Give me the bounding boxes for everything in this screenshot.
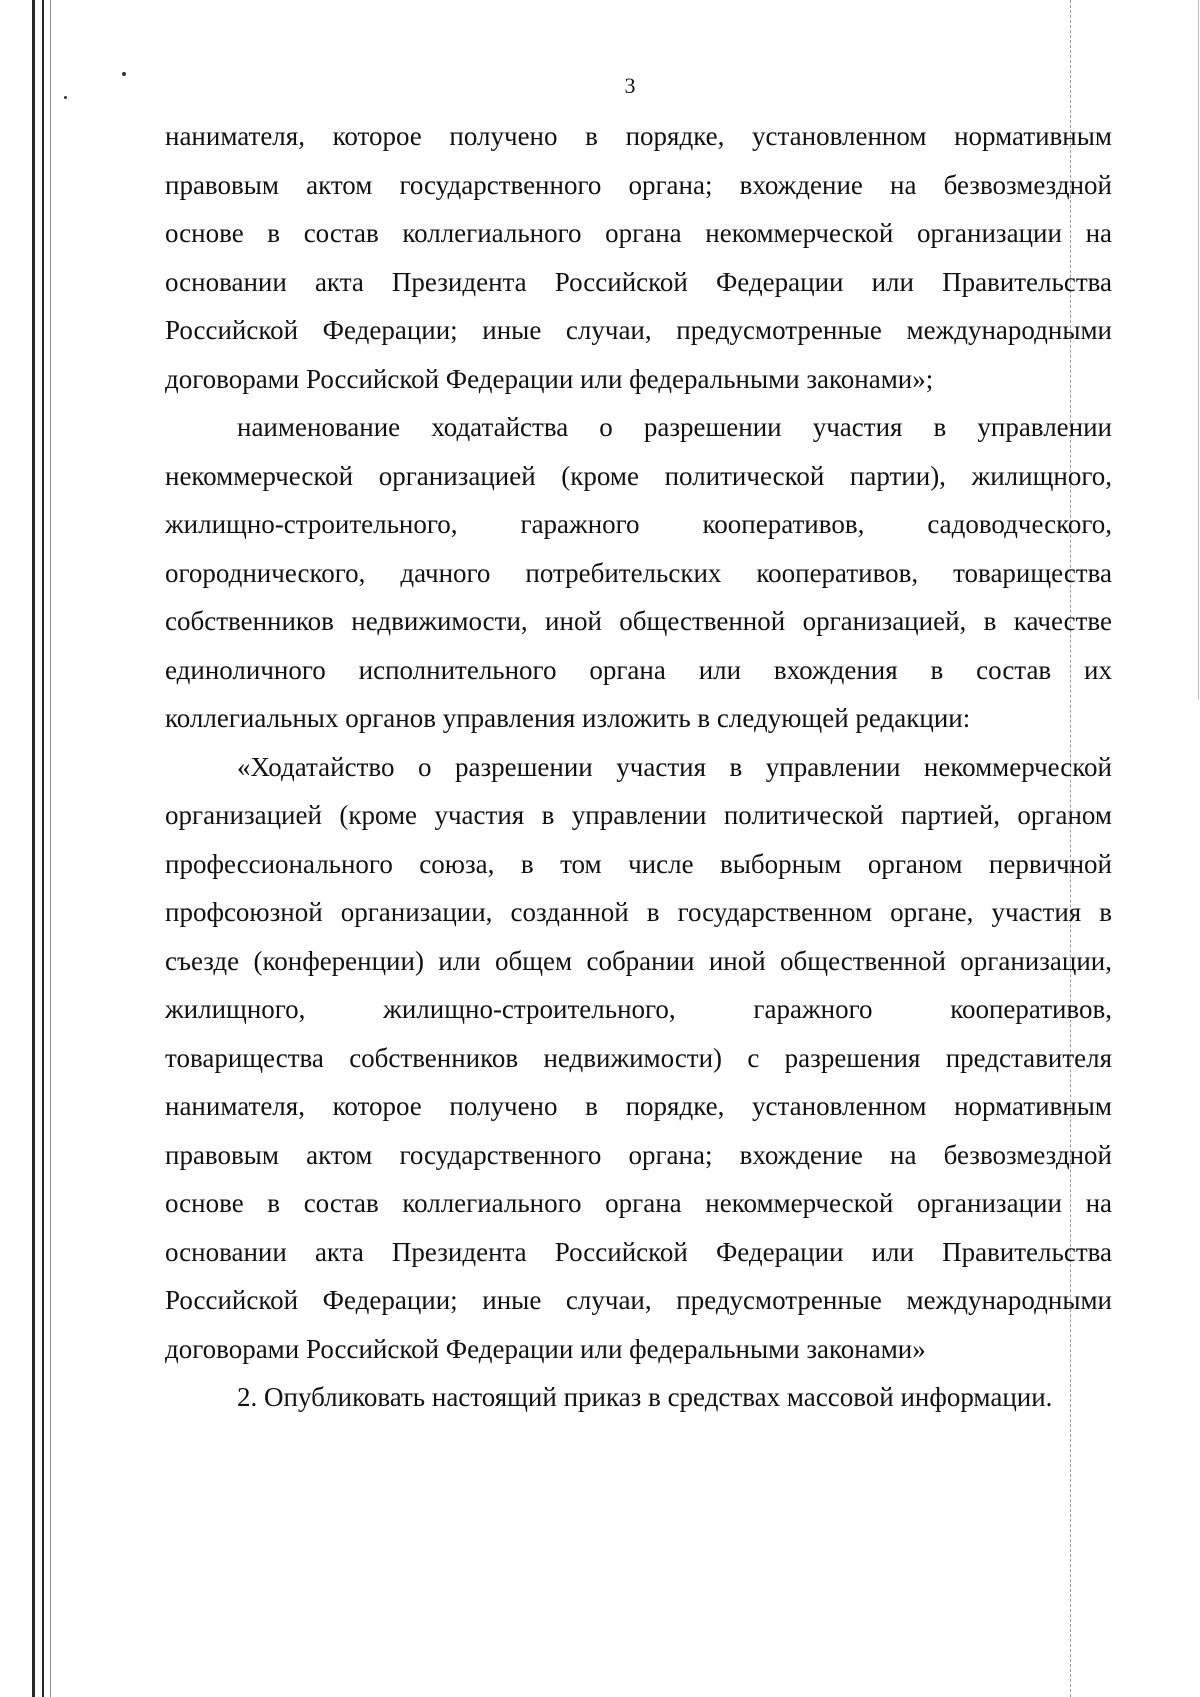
page-number: 3 [624, 73, 636, 98]
text-line: основе в состав коллегиального органа некоммерческой организации на [165, 218, 1112, 248]
text-line: некоммерческой организацией (кроме политической партии), жилищного, [165, 460, 1112, 491]
text-line: «Ходатайство о разрешении участия в управлении некоммерческой [237, 751, 1112, 782]
text-line: огороднического, дачного потребительских кооперативов, товарищества [165, 557, 1112, 588]
paragraph [165, 743, 1112, 1374]
text-line: основании акта Президента Российской Федерации или Правительства [165, 1236, 1112, 1267]
scan-speck [64, 96, 67, 99]
text-line: основе в состав коллегиального органа некоммерческой организации на [165, 1188, 1112, 1218]
text-line: жилищного, жилищно-строительного, гаражного кооперативов, [165, 994, 1112, 1024]
paragraph [165, 112, 1112, 403]
text-line: профсоюзной организации, созданной в государственном органе, участия в [165, 897, 1112, 927]
paragraph [165, 403, 1112, 743]
scan-binding-line [42, 0, 44, 1697]
text-line: нанимателя, которое получено в порядке, установленном нормативным [165, 121, 1112, 151]
text-line: Российской Федерации; иные случаи, предусмотренные международными [165, 1285, 1112, 1315]
paragraph [165, 1373, 1112, 1422]
text-line: коллегиальных органов управления изложить в следующей редакции: [165, 703, 971, 733]
text-line: нанимателя, которое получено в порядке, установленном нормативным [165, 1091, 1112, 1121]
text-line: правовым актом государственного органа; вхождение на безвозмездной [165, 1139, 1112, 1170]
scan-binding-line [32, 0, 35, 1697]
text-line: наименование ходатайства о разрешении участия в управлении [237, 412, 1112, 442]
text-line: Российской Федерации; иные случаи, предусмотренные международными [165, 315, 1112, 345]
scan-binding-line [50, 0, 51, 1697]
text-line: основании акта Президента Российской Федерации или Правительства [165, 266, 1112, 297]
text-line: договорами Российской Федерации или федеральными законами»; [165, 363, 934, 394]
text-line: правовым актом государственного органа; вхождение на безвозмездной [165, 169, 1112, 200]
text-line: организацией (кроме участия в управлении политической партией, органом [165, 800, 1112, 830]
text-line: договорами Российской Федерации или федеральными законами» [165, 1333, 926, 1364]
scan-edge-line [1198, 0, 1199, 700]
text-line: жилищно-строительного, гаражного кооперативов, садоводческого, [165, 509, 1112, 539]
scan-speck [122, 72, 126, 76]
text-line: 2. Опубликовать настоящий приказ в средствах массовой информации. [237, 1382, 1053, 1412]
text-line: съезде (конференции) или общем собрании иной общественной организации, [165, 945, 1112, 976]
text-line: единоличного исполнительного органа или вхождения в состав их [165, 654, 1112, 685]
text-line: товарищества собственников недвижимости) с разрешения представителя [165, 1042, 1112, 1073]
text-line: профессионального союза, в том числе выборным органом первичной [165, 848, 1112, 879]
text-line: собственников недвижимости, иной общественной организацией, в качестве [165, 606, 1112, 636]
body-text [165, 112, 1112, 1422]
